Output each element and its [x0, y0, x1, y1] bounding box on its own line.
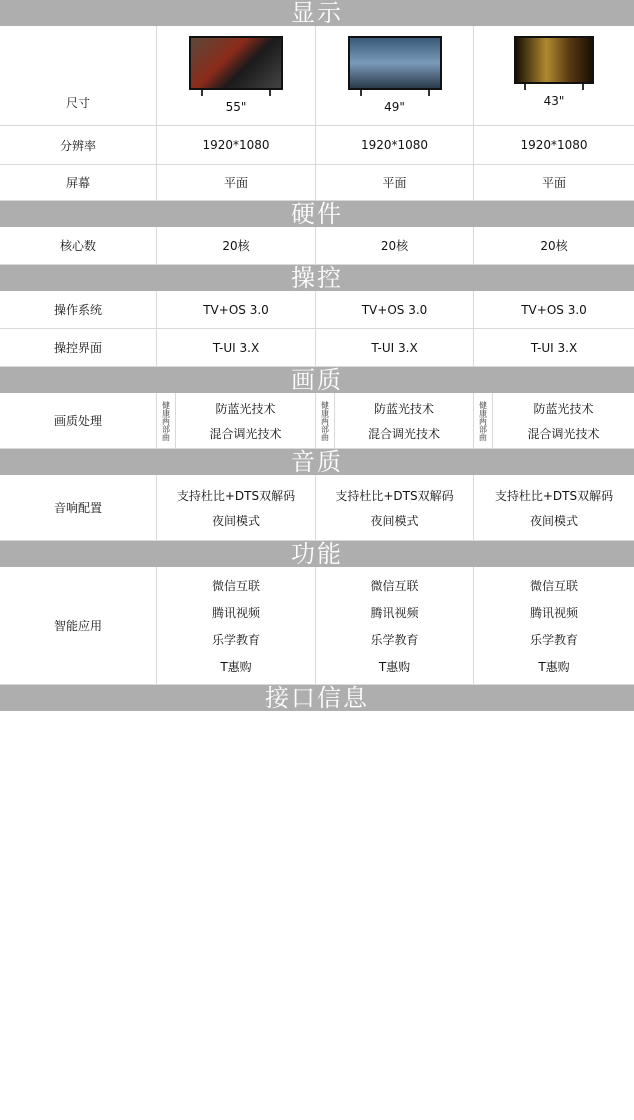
app-item: 微信互联	[370, 578, 419, 593]
row-audio	[0, 475, 634, 541]
ui-value: T-UI 3.X	[316, 329, 474, 366]
pq-tag: 健康两部曲	[316, 393, 335, 448]
pq-feature: 防蓝光技术	[215, 401, 276, 416]
pq-feature: 防蓝光技术	[533, 401, 594, 416]
app-item: 乐学教育	[211, 632, 260, 647]
pq-tag: 健康两部曲	[157, 393, 176, 448]
row-apps	[0, 567, 634, 685]
ui-value: T-UI 3.X	[530, 340, 578, 355]
pq-feature: 防蓝光技术	[373, 401, 434, 416]
screen-value: 平面	[316, 165, 474, 200]
tv-image-racecar	[189, 36, 283, 96]
picture-cell-3	[474, 393, 634, 448]
screen-value: 平面	[541, 176, 566, 190]
audio-feature: 夜间模式	[529, 513, 578, 528]
section-control: 操控	[0, 265, 634, 291]
pq-feature: 混合调光技术	[367, 426, 440, 441]
app-item: 腾讯视频	[370, 605, 419, 620]
label-resolution: 分辨率	[0, 126, 157, 164]
section-picture: 画质	[0, 367, 634, 393]
audio-feature: 支持杜比+DTS双解码	[335, 488, 454, 503]
cores-value: 20核	[540, 239, 568, 253]
ui-value: T-UI 3.X	[157, 329, 316, 366]
label-audio: 音响配置	[0, 475, 157, 540]
picture-cell-2	[316, 393, 474, 448]
row-picture	[0, 393, 634, 449]
tv-image-room	[348, 36, 442, 96]
cores-value: 20核	[316, 227, 474, 264]
audio-cell-1	[157, 475, 316, 540]
row-resolution	[0, 126, 634, 165]
section-audio: 音质	[0, 449, 634, 475]
os-value: TV+OS 3.0	[316, 291, 474, 328]
cores-value: 20核	[157, 227, 316, 264]
tv-image-trumpets	[514, 36, 594, 90]
os-value: TV+OS 3.0	[157, 291, 316, 328]
row-os	[0, 291, 634, 329]
app-item: 微信互联	[529, 578, 578, 593]
size-value: 43"	[543, 94, 565, 108]
app-item: 微信互联	[211, 578, 260, 593]
section-hardware: 硬件	[0, 201, 634, 227]
app-item: 腾讯视频	[529, 605, 578, 620]
app-item: 腾讯视频	[211, 605, 260, 620]
label-cores: 核心数	[0, 227, 157, 264]
picture-cell-1	[157, 393, 316, 448]
row-size	[0, 26, 634, 126]
pq-feature: 混合调光技术	[209, 426, 282, 441]
label-picture: 画质处理	[0, 393, 157, 448]
size-value: 55"	[225, 100, 247, 114]
cell-size-3	[474, 26, 634, 125]
resolution-value: 1920*1080	[157, 126, 316, 164]
resolution-value: 1920*1080	[520, 138, 588, 152]
app-item: 乐学教育	[529, 632, 578, 647]
label-apps: 智能应用	[0, 567, 157, 684]
audio-cell-3	[474, 475, 634, 540]
row-cores	[0, 227, 634, 265]
apps-cell-3	[474, 567, 634, 684]
row-ui	[0, 329, 634, 367]
app-item: T惠购	[220, 659, 252, 674]
row-screen	[0, 165, 634, 201]
label-size: 尺寸	[0, 26, 157, 125]
pq-feature: 混合调光技术	[527, 426, 600, 441]
section-features: 功能	[0, 541, 634, 567]
apps-cell-2	[316, 567, 474, 684]
label-screen: 屏幕	[0, 165, 157, 200]
audio-feature: 夜间模式	[211, 513, 260, 528]
audio-feature: 支持杜比+DTS双解码	[494, 488, 614, 503]
app-item: T惠购	[378, 659, 411, 674]
size-value: 49"	[384, 100, 405, 114]
screen-value: 平面	[157, 165, 316, 200]
apps-cell-1	[157, 567, 316, 684]
cell-size-1	[157, 26, 316, 125]
audio-feature: 夜间模式	[370, 513, 419, 528]
section-display: 显示	[0, 0, 634, 26]
cell-size-2	[316, 26, 474, 125]
label-ui: 操控界面	[0, 329, 157, 366]
section-ports: 接口信息	[0, 685, 634, 711]
label-os: 操作系统	[0, 291, 157, 328]
audio-cell-2	[316, 475, 474, 540]
app-item: 乐学教育	[370, 632, 419, 647]
pq-tag: 健康两部曲	[474, 393, 493, 448]
audio-feature: 支持杜比+DTS双解码	[176, 488, 296, 503]
app-item: T惠购	[538, 659, 570, 674]
os-value: TV+OS 3.0	[521, 302, 587, 317]
resolution-value: 1920*1080	[316, 126, 474, 164]
